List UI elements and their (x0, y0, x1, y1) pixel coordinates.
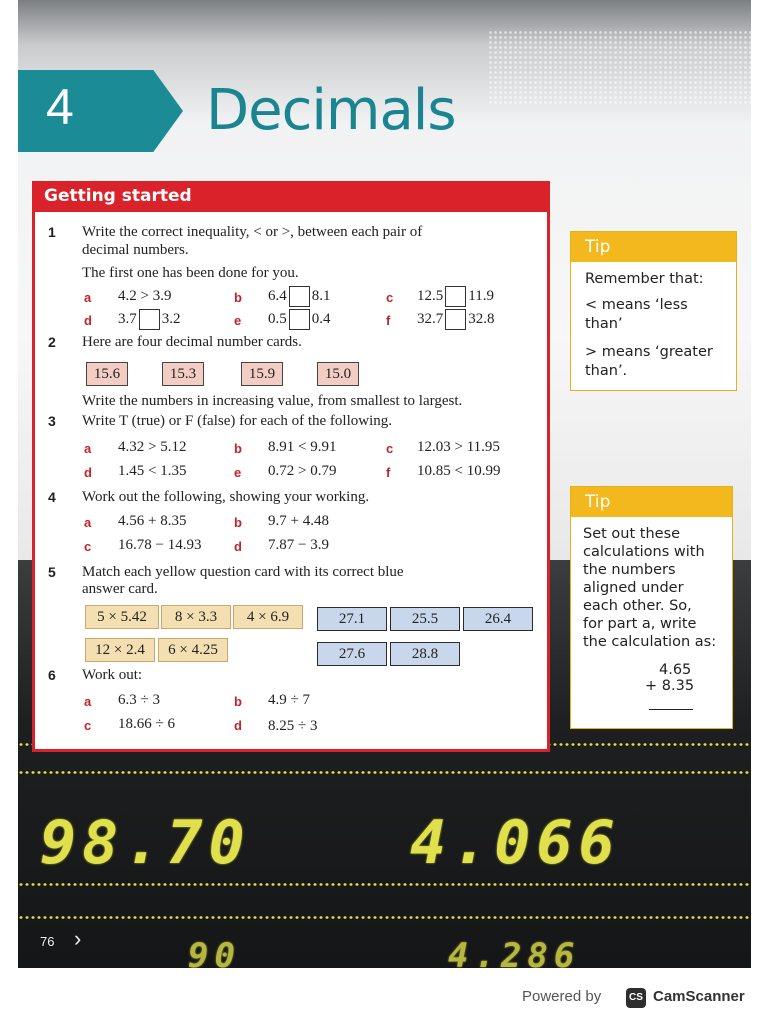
board-number-2: 4.066 (410, 808, 621, 878)
answer-box[interactable] (289, 286, 310, 307)
part-letter: a (84, 515, 92, 530)
chevron-right-icon: › (74, 926, 82, 951)
part-expression: 8.91 < 9.91 (268, 439, 337, 455)
tip-text: aligned under (583, 580, 684, 596)
part-letter: d (234, 539, 242, 554)
part-expression: 0.72 > 0.79 (268, 463, 337, 479)
part-letter: d (234, 718, 242, 733)
tip-text: < means ‘less (585, 297, 688, 313)
part-expression: 9.7 + 4.48 (268, 513, 329, 529)
question-number: 2 (48, 334, 56, 350)
part-letter: a (84, 441, 92, 456)
led-row-decoration (18, 770, 751, 775)
question-text: Match each yellow question card with its correct blue (82, 564, 404, 580)
question-text: Write the numbers in increasing value, from smallest to largest. (82, 393, 463, 409)
part-letter: a (84, 290, 92, 305)
part-letter: b (234, 515, 242, 530)
part-letter: c (84, 539, 92, 554)
tip-text: for part a, write (583, 616, 697, 632)
part-letter: c (386, 290, 394, 305)
chapter-title: Decimals (206, 78, 456, 143)
part-expression: 4.2 > 3.9 (118, 288, 172, 304)
question-text: The first one has been done for you. (82, 265, 299, 281)
tip-text: Set out these (583, 526, 681, 542)
part-letter: e (234, 465, 242, 480)
tip-text: each other. So, (583, 598, 692, 614)
led-row-decoration (18, 915, 751, 920)
camscanner-logo-icon: CS (626, 988, 646, 1008)
answer-box[interactable] (139, 309, 160, 330)
part-expression: 16.78 − 14.93 (118, 537, 202, 553)
tip-text: > means ‘greater (585, 344, 713, 360)
question-number: 5 (48, 564, 56, 580)
part-expression: 1.45 < 1.35 (118, 463, 187, 479)
number-card: 15.0 (317, 362, 359, 386)
tip-text: the calculation as: (583, 634, 717, 650)
part-expression: 4.9 ÷ 7 (268, 692, 310, 708)
question-text: Write T (true) or F (false) for each of the following. (82, 413, 392, 429)
tip-text: calculations with (583, 544, 705, 560)
tip-heading: Tip (585, 237, 611, 257)
part-expression: 8.25 ÷ 3 (268, 718, 318, 734)
tip-text: than’. (585, 363, 628, 379)
tip-calc-rule (649, 709, 693, 710)
part-expression: 0.5 0.4 (268, 309, 331, 330)
number-card: 15.6 (86, 362, 128, 386)
question-number: 4 (48, 489, 56, 505)
question-text: Work out: (82, 667, 143, 683)
part-letter: a (84, 694, 92, 709)
tip-calc-line: 4.65 (659, 662, 692, 678)
part-expression: 12.5 11.9 (417, 286, 494, 307)
part-letter: c (84, 718, 92, 733)
tip-heading: Tip (585, 492, 611, 512)
camscanner-brand: CamScanner (653, 988, 745, 1005)
blue-answer-card: 27.1 (317, 607, 387, 631)
part-letter: f (386, 465, 391, 480)
part-expression: 7.87 − 3.9 (268, 537, 329, 553)
question-number: 6 (48, 667, 56, 683)
question-text: Work out the following, showing your working. (82, 489, 370, 505)
part-letter: d (84, 313, 92, 328)
blue-answer-card: 25.5 (390, 607, 460, 631)
yellow-question-card: 12 × 2.4 (85, 638, 155, 662)
tip-box-calculation (570, 486, 733, 729)
part-expression: 10.85 < 10.99 (417, 463, 501, 479)
part-letter: b (234, 441, 242, 456)
part-letter: b (234, 694, 242, 709)
part-expression: 3.7 3.2 (118, 309, 181, 330)
chapter-arrow-banner (18, 70, 183, 152)
yellow-question-card: 5 × 5.42 (85, 605, 159, 629)
tip-text: Remember that: (585, 271, 704, 287)
chapter-number: 4 (46, 79, 74, 135)
part-expression: 4.32 > 5.12 (118, 439, 187, 455)
part-letter: d (84, 465, 92, 480)
powered-by-text: Powered by (522, 988, 602, 1005)
led-board-top-decoration (488, 30, 751, 105)
question-text: decimal numbers. (82, 242, 189, 258)
answer-box[interactable] (445, 286, 466, 307)
part-expression: 32.7 32.8 (417, 309, 495, 330)
part-expression: 6.3 ÷ 3 (118, 692, 160, 708)
tip-text: than’ (585, 316, 623, 332)
led-row-decoration (18, 882, 751, 887)
part-expression: 12.03 > 11.95 (417, 439, 500, 455)
question-number: 3 (48, 413, 56, 429)
part-letter: f (386, 313, 391, 328)
yellow-question-card: 8 × 3.3 (161, 605, 231, 629)
textbook-page-photo (18, 0, 751, 968)
question-text: Here are four decimal number cards. (82, 334, 302, 350)
tip-box-inequality (570, 231, 737, 391)
board-number-4: 4.286 (448, 936, 581, 968)
board-number-1: 98.70 (40, 808, 251, 878)
part-expression: 6.4 8.1 (268, 286, 331, 307)
answer-box[interactable] (445, 309, 466, 330)
tip-header (571, 487, 732, 517)
part-letter: e (234, 313, 242, 328)
blue-answer-card: 28.8 (390, 642, 460, 666)
part-letter: c (386, 441, 394, 456)
part-letter: b (234, 290, 242, 305)
question-number: 1 (48, 224, 56, 240)
question-text: Write the correct inequality, < or >, between each pair of (82, 224, 423, 240)
number-card: 15.3 (162, 362, 204, 386)
blue-answer-card: 27.6 (317, 642, 387, 666)
board-number-3: 90 (188, 936, 241, 968)
tip-calc-line: + 8.35 (645, 678, 695, 694)
yellow-question-card: 4 × 6.9 (233, 605, 303, 629)
blue-answer-card: 26.4 (463, 607, 533, 631)
page-number: 76 (40, 934, 55, 949)
number-card: 15.9 (241, 362, 283, 386)
tip-header (571, 232, 736, 262)
question-text: answer card. (82, 581, 158, 597)
getting-started-heading: Getting started (44, 186, 192, 206)
answer-box[interactable] (289, 309, 310, 330)
getting-started-header (32, 181, 550, 212)
yellow-question-card: 6 × 4.25 (158, 638, 228, 662)
part-expression: 18.66 ÷ 6 (118, 716, 175, 732)
tip-text: the numbers (583, 562, 676, 578)
part-expression: 4.56 + 8.35 (118, 513, 187, 529)
